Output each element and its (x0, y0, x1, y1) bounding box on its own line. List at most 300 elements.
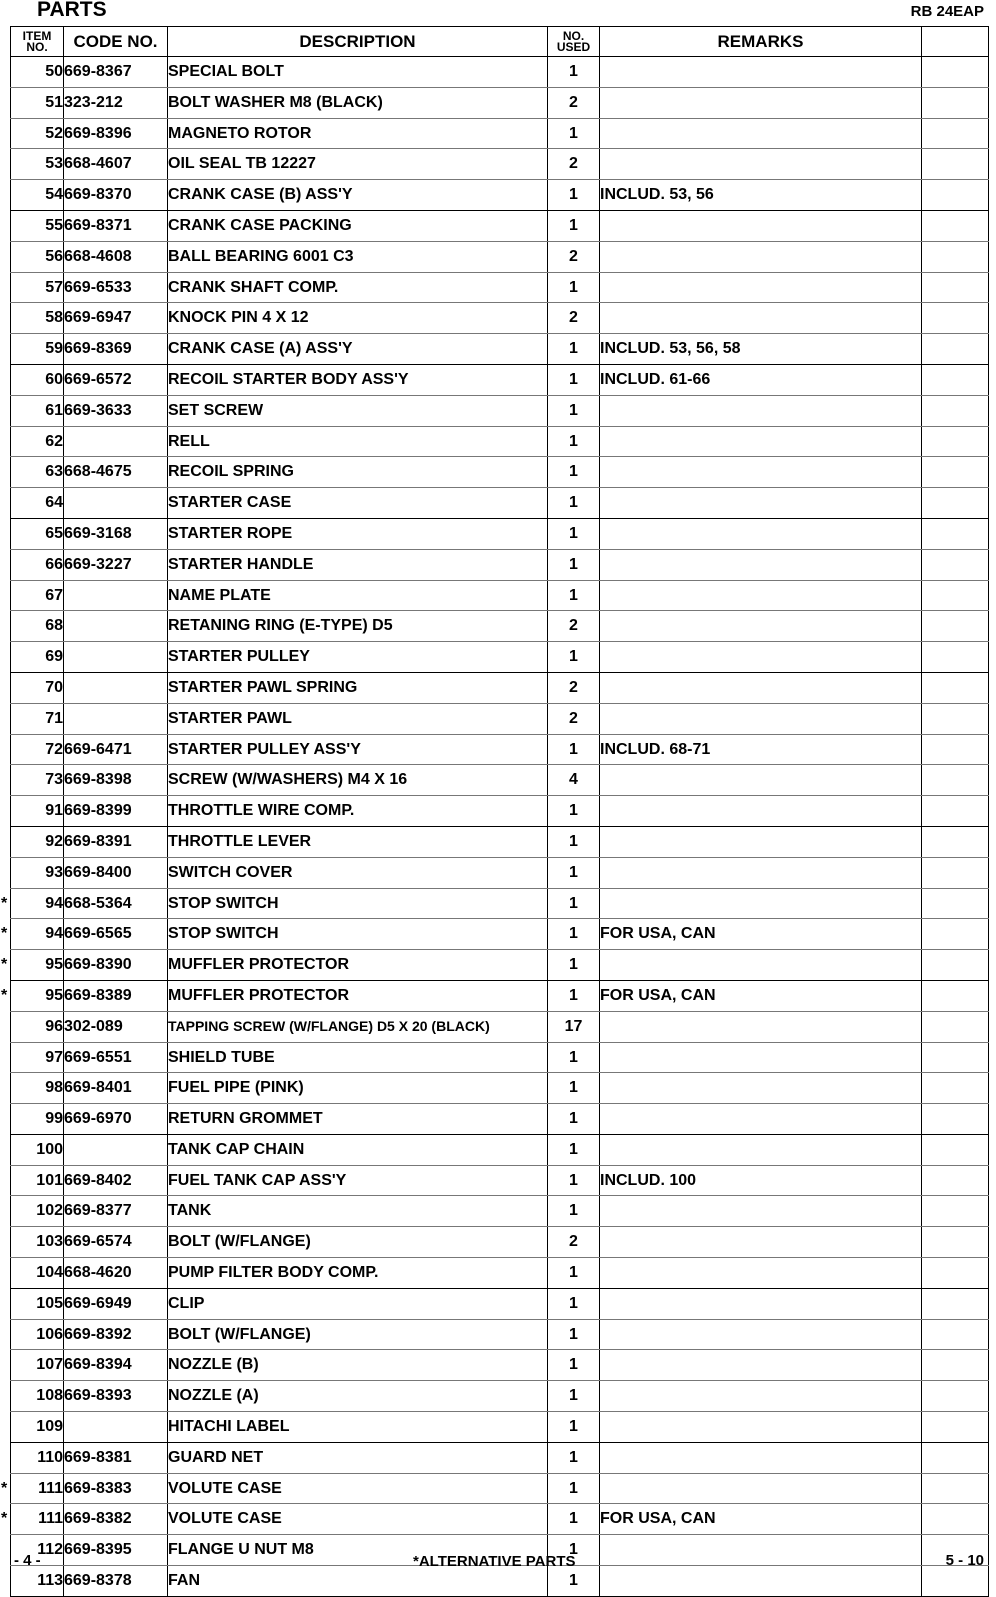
item-no-cell (11, 1073, 64, 1104)
table-row (11, 518, 989, 549)
remarks-cell (600, 180, 922, 211)
blank-cell (922, 1134, 989, 1165)
description-cell-text: BOLT WASHER M8 (BLACK) (168, 93, 383, 111)
parts-table (1, 26, 989, 1597)
remarks-cell (600, 1566, 922, 1597)
remarks-cell (600, 1442, 922, 1473)
code-no-cell (64, 1011, 168, 1042)
code-no-cell-text: 669-8394 (64, 1356, 132, 1374)
code-no-cell-text: 669-6551 (64, 1048, 132, 1066)
description-cell-text: TANK (168, 1202, 212, 1220)
description-header: DESCRIPTION (168, 27, 548, 57)
no-used-cell-text: 1 (569, 1418, 578, 1436)
remarks-cell (600, 241, 922, 272)
no-used-cell-text: 1 (569, 278, 578, 296)
code-no-cell-text: 668-4675 (64, 463, 132, 481)
footer-page-left: - 4 - (14, 1552, 41, 1569)
item-no-cell-text: 56 (45, 247, 63, 265)
remarks-cell (600, 334, 922, 365)
item-no-cell (11, 1566, 64, 1597)
code-no-cell-text: 668-5364 (64, 894, 132, 912)
description-cell-text: STARTER PAWL (168, 709, 292, 727)
remarks-cell (600, 87, 922, 118)
description-cell (168, 1473, 548, 1504)
description-cell-text: NOZZLE (A) (168, 1387, 259, 1405)
blank-cell (922, 1073, 989, 1104)
description-cell-text: SHIELD TUBE (168, 1048, 275, 1066)
alternative-marker: * (1, 956, 8, 974)
item-no-cell-text: 62 (45, 432, 63, 450)
blank-cell (922, 1319, 989, 1350)
remarks-cell (600, 1535, 922, 1566)
no-used-cell-text: 1 (569, 1387, 578, 1405)
remarks-cell-text: INCLUD. 68-71 (600, 740, 711, 758)
no-used-cell (548, 149, 600, 180)
code-no-cell (64, 210, 168, 241)
no-used-cell (548, 980, 600, 1011)
remarks-cell (600, 1412, 922, 1443)
remarks-cell (600, 703, 922, 734)
item-no-cell-text: 69 (45, 648, 63, 666)
description-cell-text: RECOIL SPRING (168, 463, 294, 481)
code-no-cell-text: 668-4607 (64, 155, 132, 173)
remarks-cell (600, 395, 922, 426)
table-row (11, 1165, 989, 1196)
blank-cell (922, 457, 989, 488)
table-row (11, 1288, 989, 1319)
description-cell (168, 549, 548, 580)
item-no-cell (11, 1258, 64, 1289)
item-no-cell-text: 110 (37, 1448, 63, 1466)
description-cell (168, 765, 548, 796)
no-used-cell (548, 488, 600, 519)
remarks-cell (600, 857, 922, 888)
description-cell-text: KNOCK PIN 4 X 12 (168, 309, 309, 327)
code-no-cell (64, 118, 168, 149)
code-no-cell (64, 734, 168, 765)
item-no-cell (11, 703, 64, 734)
blank-cell (922, 1042, 989, 1073)
code-no-cell-text: 669-3227 (64, 555, 132, 573)
item-no-cell (11, 87, 64, 118)
description-cell (168, 919, 548, 950)
table-row (11, 703, 989, 734)
table-row (11, 426, 989, 457)
item-no-cell (11, 118, 64, 149)
remarks-cell (600, 1350, 922, 1381)
description-cell-text: VOLUTE CASE (168, 1479, 282, 1497)
table-row (11, 1196, 989, 1227)
item-no-cell-text: 71 (45, 709, 63, 727)
item-no-cell (11, 611, 64, 642)
no-used-cell-text: 1 (569, 524, 578, 542)
blank-cell (922, 580, 989, 611)
description-cell (168, 1104, 548, 1135)
description-cell (168, 950, 548, 981)
table-row (11, 1319, 989, 1350)
table-row (11, 364, 989, 395)
description-cell-text: FLANGE U NUT M8 (168, 1541, 314, 1559)
item-no-cell (11, 549, 64, 580)
blank-cell (922, 118, 989, 149)
no-used-cell (548, 334, 600, 365)
code-no-cell-text: 669-8402 (64, 1171, 132, 1189)
item-no-header: ITEM NO. (11, 27, 64, 57)
description-cell (168, 518, 548, 549)
item-no-cell-text: 106 (36, 1325, 63, 1343)
item-no-cell-text: 111 (38, 1479, 63, 1497)
code-no-cell-text: 323-212 (64, 93, 123, 111)
blank-cell (922, 796, 989, 827)
description-cell (168, 457, 548, 488)
item-no-cell-text: 59 (45, 340, 63, 358)
code-no-cell (64, 1073, 168, 1104)
item-no-cell (11, 1011, 64, 1042)
blank-cell (922, 1227, 989, 1258)
remarks-cell (600, 488, 922, 519)
code-no-cell (64, 180, 168, 211)
no-used-cell (548, 87, 600, 118)
code-no-cell-text: 669-8381 (64, 1448, 132, 1466)
description-cell (168, 364, 548, 395)
description-cell-text: FUEL PIPE (PINK) (168, 1079, 304, 1097)
no-used-cell (548, 703, 600, 734)
blank-cell (922, 980, 989, 1011)
code-no-cell-text: 669-8401 (64, 1079, 132, 1097)
blank-cell (922, 703, 989, 734)
item-no-cell-text: 99 (45, 1110, 63, 1128)
page-title: PARTS (37, 0, 107, 21)
code-no-cell (64, 57, 168, 88)
no-used-cell (548, 888, 600, 919)
no-used-cell-text: 1 (569, 216, 578, 234)
description-cell (168, 210, 548, 241)
description-cell-text: CRANK CASE (A) ASS'Y (168, 340, 353, 358)
table-row (11, 1042, 989, 1073)
code-no-cell-text: 669-8377 (64, 1202, 132, 1220)
item-no-cell-text: 92 (45, 832, 63, 850)
description-cell-text: RETANING RING (E-TYPE) D5 (168, 617, 393, 635)
item-no-cell (11, 1412, 64, 1443)
blank-cell (922, 919, 989, 950)
no-used-cell (548, 118, 600, 149)
no-used-cell-text: 1 (569, 63, 578, 80)
code-no-cell (64, 950, 168, 981)
item-no-cell (11, 1381, 64, 1412)
blank-cell (922, 210, 989, 241)
alternative-marker: * (1, 1510, 8, 1528)
description-cell-text: NOZZLE (B) (168, 1356, 259, 1374)
item-no-cell (11, 334, 64, 365)
item-no-cell (1, 950, 64, 981)
description-cell (168, 703, 548, 734)
table-row (11, 1258, 989, 1289)
item-no-cell (11, 210, 64, 241)
blank-cell (922, 549, 989, 580)
description-cell (168, 334, 548, 365)
no-used-cell (548, 518, 600, 549)
item-no-cell (11, 1442, 64, 1473)
blank-cell (922, 1104, 989, 1135)
no-used-cell (548, 1504, 600, 1535)
no-used-cell-text: 1 (569, 1140, 578, 1158)
description-cell (168, 857, 548, 888)
blank-cell (922, 518, 989, 549)
item-no-cell-text: 54 (45, 186, 63, 204)
code-no-cell (64, 611, 168, 642)
description-cell-text: SET SCREW (168, 401, 264, 419)
no-used-cell-text: 1 (569, 1264, 578, 1282)
no-used-cell (548, 1381, 600, 1412)
item-no-cell (11, 765, 64, 796)
blank-cell (922, 1442, 989, 1473)
no-used-cell-text: 2 (569, 155, 578, 173)
no-used-cell-text: 1 (569, 432, 578, 450)
remarks-cell (600, 826, 922, 857)
description-cell (168, 642, 548, 673)
code-no-cell (64, 395, 168, 426)
description-cell-text: STARTER PULLEY ASS'Y (168, 740, 361, 758)
description-cell-text: CRANK SHAFT COMP. (168, 278, 339, 296)
table-row (11, 57, 989, 88)
code-no-cell-text: 669-8400 (64, 863, 132, 881)
description-cell-text: THROTTLE WIRE COMP. (168, 802, 355, 820)
no-used-cell (548, 1134, 600, 1165)
item-no-cell (11, 303, 64, 334)
description-cell-text: SCREW (W/WASHERS) M4 X 16 (168, 771, 408, 789)
no-used-cell-text: 1 (569, 1048, 578, 1066)
item-no-cell-text: 57 (45, 278, 63, 296)
code-no-cell (64, 272, 168, 303)
code-no-cell-text: 669-6574 (64, 1233, 132, 1251)
item-no-cell-text: 64 (45, 494, 63, 512)
no-used-header: NO. USED (548, 27, 600, 57)
remarks-cell (600, 1504, 922, 1535)
item-no-cell (11, 1288, 64, 1319)
code-no-cell-text: 669-8389 (64, 986, 132, 1004)
description-cell (168, 1442, 548, 1473)
item-no-cell-text: 91 (45, 802, 63, 820)
description-cell (168, 272, 548, 303)
code-no-cell-text: 668-4620 (64, 1264, 132, 1282)
no-used-cell (548, 364, 600, 395)
no-used-cell (548, 1319, 600, 1350)
remarks-cell (600, 1288, 922, 1319)
remarks-cell-text: INCLUD. 61-66 (600, 370, 711, 388)
blank-cell (922, 1258, 989, 1289)
no-used-cell (548, 457, 600, 488)
item-no-cell-text: 109 (36, 1418, 63, 1436)
code-no-cell-text: 669-8367 (64, 63, 132, 80)
blank-cell (922, 1412, 989, 1443)
description-cell (168, 734, 548, 765)
table-row (11, 149, 989, 180)
table-row (11, 1566, 989, 1597)
no-used-cell-text: 1 (569, 956, 578, 974)
table-row (11, 888, 989, 919)
description-cell (168, 580, 548, 611)
item-no-cell-text: 68 (45, 617, 63, 635)
description-cell-text: THROTTLE LEVER (168, 832, 312, 850)
remarks-header: REMARKS (600, 27, 922, 57)
code-no-cell-text: 669-3168 (64, 524, 132, 542)
remarks-cell (600, 888, 922, 919)
description-cell-text: FUEL TANK CAP ASS'Y (168, 1171, 347, 1189)
no-used-cell-text: 1 (569, 463, 578, 481)
code-no-cell (64, 703, 168, 734)
table-row (11, 642, 989, 673)
description-cell (168, 1134, 548, 1165)
code-no-cell (64, 549, 168, 580)
code-no-cell (64, 642, 168, 673)
item-no-cell (11, 672, 64, 703)
item-no-cell-text: 105 (36, 1294, 63, 1312)
no-used-cell-text: 1 (569, 894, 578, 912)
item-no-cell (11, 857, 64, 888)
no-used-cell (548, 1258, 600, 1289)
item-no-cell (11, 826, 64, 857)
code-no-cell (64, 1258, 168, 1289)
item-no-cell (11, 241, 64, 272)
code-no-cell-text: 302-089 (64, 1017, 123, 1035)
description-cell-text: STARTER HANDLE (168, 555, 314, 573)
description-cell (168, 796, 548, 827)
remarks-cell (600, 1258, 922, 1289)
blank-cell (922, 488, 989, 519)
table-row (11, 272, 989, 303)
code-no-cell-text: 669-6533 (64, 278, 132, 296)
table-row (11, 303, 989, 334)
item-no-cell-text: 94 (45, 894, 63, 912)
no-used-cell-text: 1 (569, 370, 578, 388)
blank-cell (922, 1350, 989, 1381)
remarks-cell (600, 1165, 922, 1196)
blank-cell (922, 950, 989, 981)
no-used-cell (548, 672, 600, 703)
item-no-cell (11, 364, 64, 395)
no-used-cell-text: 1 (569, 863, 578, 881)
description-cell (168, 888, 548, 919)
code-no-cell-text: 669-8371 (64, 216, 132, 234)
table-row (11, 980, 989, 1011)
description-cell-text: RECOIL STARTER BODY ASS'Y (168, 370, 409, 388)
description-cell (168, 488, 548, 519)
item-no-cell-text: 55 (45, 216, 63, 234)
table-row (11, 857, 989, 888)
remarks-cell (600, 672, 922, 703)
item-no-cell-text: 95 (45, 956, 63, 974)
blank-cell (922, 1011, 989, 1042)
no-used-cell-text: 2 (569, 1233, 578, 1251)
table-row (11, 734, 989, 765)
item-no-cell-text: 102 (36, 1202, 63, 1220)
code-no-cell (64, 980, 168, 1011)
no-used-cell (548, 857, 600, 888)
description-cell (168, 1227, 548, 1258)
blank-cell (922, 888, 989, 919)
description-cell (168, 426, 548, 457)
remarks-cell (600, 642, 922, 673)
item-no-cell-text: 52 (45, 124, 63, 142)
description-cell (168, 1042, 548, 1073)
blank-cell (922, 149, 989, 180)
description-cell (168, 826, 548, 857)
no-used-cell (548, 241, 600, 272)
remarks-cell (600, 980, 922, 1011)
code-no-cell-text: 669-8383 (64, 1479, 132, 1497)
code-no-cell-text: 668-4608 (64, 247, 132, 265)
parts-table-body (1, 57, 989, 1597)
table-row (11, 180, 989, 211)
remarks-cell (600, 549, 922, 580)
no-used-cell-text: 2 (569, 617, 578, 635)
code-no-cell (64, 1504, 168, 1535)
blank-cell (922, 857, 989, 888)
code-no-cell-text: 669-8398 (64, 771, 132, 789)
table-row (11, 796, 989, 827)
description-cell-text: GUARD NET (168, 1448, 264, 1466)
no-used-cell-text: 1 (569, 925, 578, 943)
code-no-cell-text: 669-8370 (64, 186, 132, 204)
code-no-cell (64, 1412, 168, 1443)
blank-cell (922, 395, 989, 426)
item-no-cell (11, 488, 64, 519)
no-used-cell-text: 1 (569, 124, 578, 142)
no-used-cell (548, 549, 600, 580)
item-no-cell (11, 1319, 64, 1350)
no-used-cell-text: 1 (569, 1479, 578, 1497)
description-cell (168, 1504, 548, 1535)
item-no-cell-text: 107 (36, 1356, 63, 1374)
item-no-cell-text: 65 (45, 524, 63, 542)
description-cell-text: SPECIAL BOLT (168, 63, 284, 80)
table-row (11, 1350, 989, 1381)
code-no-cell (64, 796, 168, 827)
remarks-cell (600, 1196, 922, 1227)
code-no-cell (64, 1165, 168, 1196)
item-no-cell-text: 113 (37, 1572, 63, 1590)
blank-cell (922, 1288, 989, 1319)
remarks-cell (600, 303, 922, 334)
item-no-cell (11, 1196, 64, 1227)
description-cell (168, 611, 548, 642)
code-no-cell (64, 1042, 168, 1073)
table-row (11, 334, 989, 365)
remarks-cell (600, 1381, 922, 1412)
item-no-cell (11, 57, 64, 88)
description-cell (168, 1381, 548, 1412)
description-cell-text: STARTER ROPE (168, 524, 293, 542)
description-cell (168, 395, 548, 426)
blank-cell (922, 642, 989, 673)
no-used-cell-text: 1 (569, 1572, 578, 1590)
item-no-cell-text: 96 (45, 1017, 63, 1035)
no-used-cell (548, 1442, 600, 1473)
remarks-cell-text: INCLUD. 53, 56, 58 (600, 340, 741, 358)
item-no-cell (1, 888, 64, 919)
code-no-cell (64, 672, 168, 703)
code-no-cell (64, 426, 168, 457)
blank-cell (922, 1196, 989, 1227)
no-used-cell (548, 826, 600, 857)
no-used-cell-text: 1 (569, 740, 578, 758)
table-row (11, 118, 989, 149)
description-cell-text: MUFFLER PROTECTOR (168, 986, 350, 1004)
item-no-cell-text: 51 (45, 93, 63, 111)
item-no-cell-text: 72 (45, 740, 63, 758)
remarks-cell (600, 919, 922, 950)
no-used-cell (548, 734, 600, 765)
